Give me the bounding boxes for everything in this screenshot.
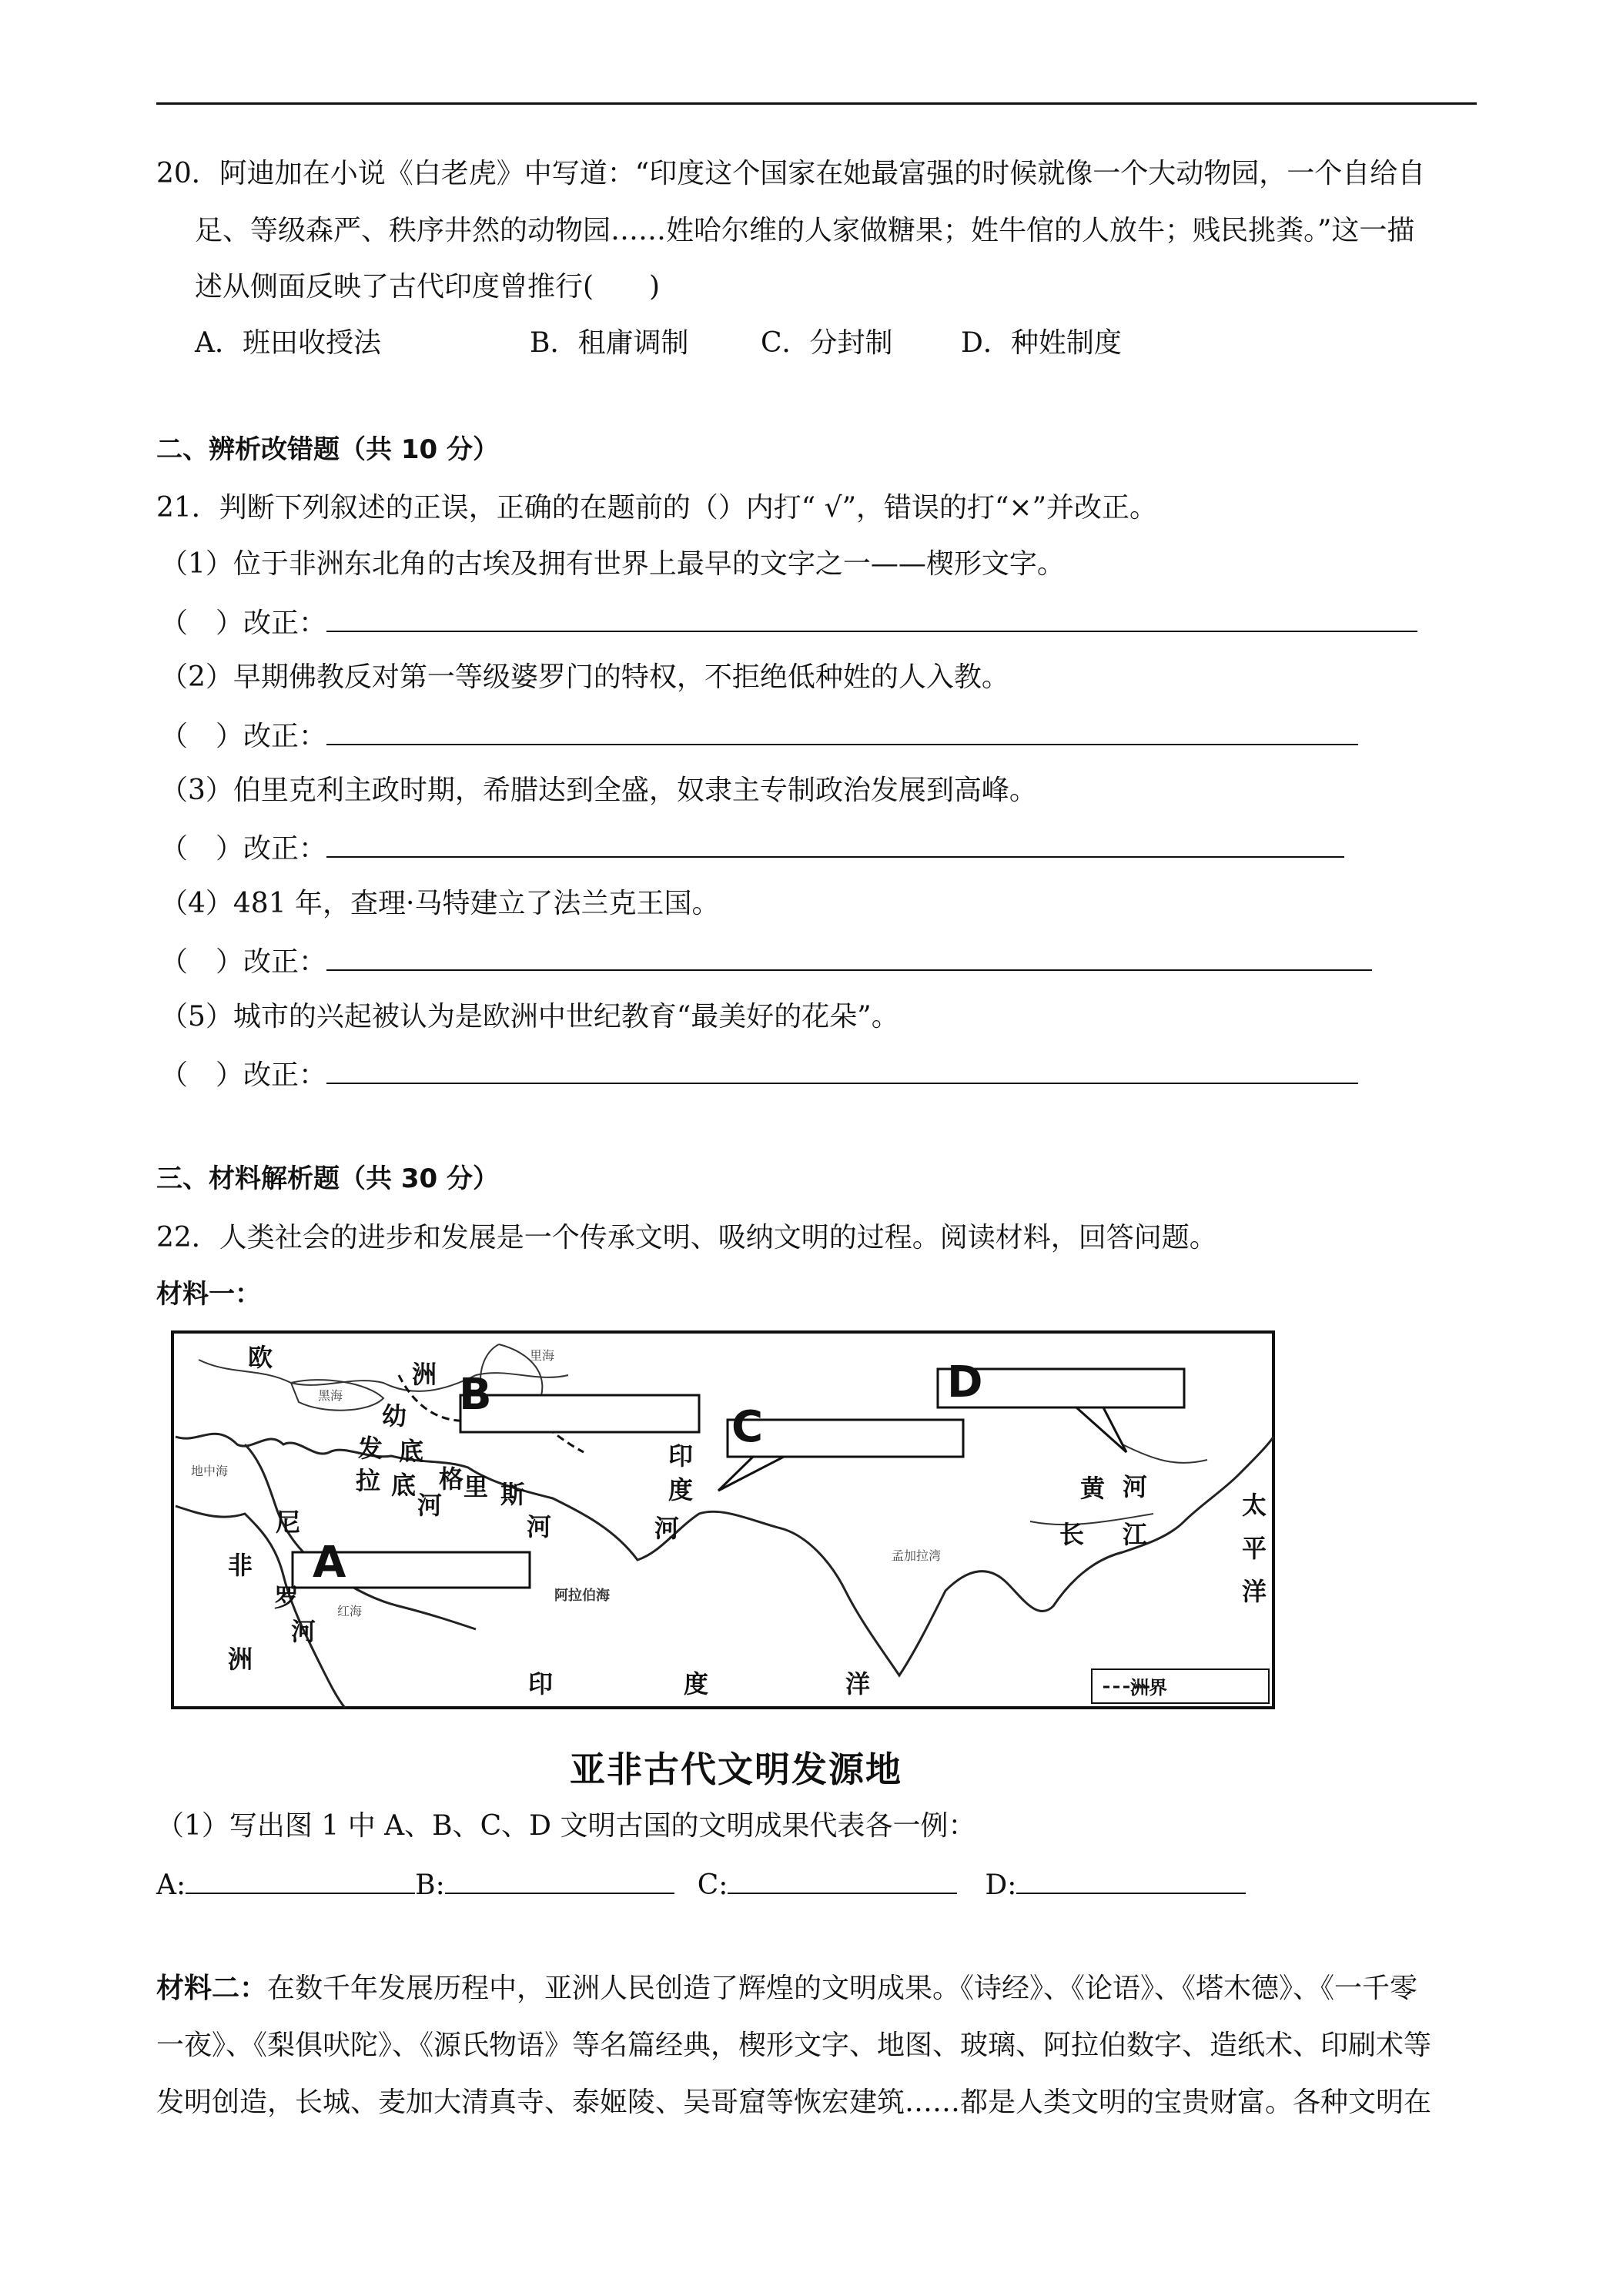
map-label-ping: 平 (1242, 1534, 1267, 1563)
q21-item-2: （2）早期佛教反对第一等级婆罗门的特权，不拒绝低种姓的人入教。 (160, 661, 1009, 693)
header-rule (156, 102, 1477, 105)
map-label-bay-of-bengal: 孟加拉湾 (892, 1548, 942, 1563)
correction-prefix: （ ）改正： (160, 1059, 327, 1091)
map-label-zhou1: 洲 (412, 1360, 437, 1389)
map-caption: 亚非古代文明发源地 (570, 1749, 902, 1790)
map-label-di2: 底 (391, 1471, 417, 1500)
map-label-chang: 长 (1059, 1520, 1085, 1549)
q21-correction-4 (160, 946, 1372, 976)
map-label-black-sea: 黑海 (318, 1388, 343, 1403)
map-label-di1: 底 (399, 1437, 424, 1466)
answer-blank-d[interactable] (1016, 1869, 1246, 1894)
label-box-b (460, 1395, 699, 1432)
answer-blank-4[interactable] (326, 946, 1372, 971)
map-label-fa: 发 (358, 1434, 383, 1463)
map-label-yin1: 印 (668, 1441, 694, 1471)
q20-option-d: D．种姓制度 (961, 327, 1122, 359)
answer-blank-1[interactable] (326, 607, 1417, 632)
map-label-du1: 度 (668, 1475, 694, 1504)
q21-correction-2 (160, 721, 1358, 751)
q20-line-2: 足、等级森严、秩序井然的动物园……姓哈尔维的人家做糖果；姓牛倌的人放牛；贱民挑粪。”这一描 (195, 215, 1415, 246)
map-label-ou: 欧 (248, 1343, 273, 1372)
map-label-huang: 黄 (1080, 1474, 1106, 1503)
legend-label: 洲界 (1130, 1677, 1167, 1699)
correction-prefix: （ ）改正： (160, 607, 327, 639)
map-figure (168, 1329, 1280, 1714)
q22-sub1: （1）写出图 1 中 A、B、C、D 文明古国的文明成果代表各一例： (156, 1810, 976, 1842)
map-label-he1: 河 (417, 1491, 443, 1520)
q20-line-1: 20．阿迪加在小说《白老虎》中写道：“印度这个国家在她最富强的时候就像一个大动物园，一个自给自 (156, 158, 1426, 189)
correction-prefix: （ ）改正： (160, 946, 327, 978)
map-label-yang2: 洋 (845, 1669, 871, 1699)
answer-blank-2[interactable] (326, 721, 1358, 745)
answer-blank-a[interactable] (186, 1869, 415, 1894)
material2-line-3: 发明创造，长城、麦加大清真寺、泰姬陵、吴哥窟等恢宏建筑……都是人类文明的宝贵财富。各种文明在 (156, 2087, 1432, 2118)
answer-label-a: A: (156, 1869, 186, 1901)
answer-label-c: C: (697, 1869, 728, 1901)
answer-blank-b[interactable] (445, 1869, 674, 1894)
map-label-he3: 河 (291, 1617, 316, 1646)
q21-intro: 21．判断下列叙述的正误，正确的在题前的（）内打“ √”，错误的打“×”并改正。 (156, 492, 1157, 524)
q21-correction-3 (160, 833, 1344, 863)
correction-prefix: （ ）改正： (160, 721, 327, 752)
q20-option-b: B．租庸调制 (530, 327, 689, 359)
map-label-ni: 尼 (276, 1508, 301, 1537)
map-label-you: 幼 (382, 1401, 407, 1431)
section2-heading: 二、辨析改错题（共 10 分） (156, 434, 499, 465)
box-label-d: D (947, 1357, 983, 1407)
answer-blank-c[interactable] (728, 1869, 957, 1894)
map-label-la: 拉 (356, 1466, 381, 1495)
map-label-yin2: 印 (528, 1669, 554, 1699)
box-label-a: A (313, 1538, 346, 1588)
answer-blank-3[interactable] (326, 833, 1344, 858)
box-label-b: B (459, 1370, 492, 1420)
correction-prefix: （ ）改正： (160, 833, 327, 865)
material2-text-1: 在数千年发展历程中，亚洲人民创造了辉煌的文明成果。《诗经》、《论语》、《塔木德》、《一千零 (267, 1973, 1418, 2004)
map-label-he2: 河 (527, 1512, 552, 1541)
q21-item-4: （4）481 年，查理·马特建立了法兰克王国。 (160, 888, 720, 919)
map-label-li: 里 (463, 1472, 489, 1501)
material2-line-2: 一夜》、《梨俱吠陀》、《源氏物语》等名篇经典，楔形文字、地图、玻璃、阿拉伯数字、造纸术、印刷术等 (156, 2030, 1432, 2061)
q21-correction-5 (160, 1059, 1358, 1089)
q20-option-a: A．班田收授法 (195, 327, 381, 359)
box-label-c: C (731, 1402, 764, 1452)
material2-line-1 (156, 1975, 1417, 2003)
map-label-jiang: 江 (1123, 1520, 1148, 1549)
map-label-fei: 非 (228, 1551, 253, 1580)
map-label-tai: 太 (1242, 1491, 1267, 1520)
q21-item-3: （3）伯里克利主政时期，希腊达到全盛，奴隶主专制政治发展到高峰。 (160, 775, 1037, 806)
map-label-ge: 格 (439, 1464, 464, 1494)
q20-option-c: C．分封制 (761, 327, 893, 359)
map-label-red-sea: 红海 (337, 1604, 363, 1618)
answer-label-b: B: (415, 1869, 445, 1901)
material1-label: 材料一： (156, 1279, 261, 1310)
map-label-yang1: 洋 (1242, 1577, 1267, 1606)
map-label-du2: 度 (684, 1669, 709, 1699)
q20-line-3: 述从侧面反映了古代印度曾推行( ) (195, 271, 661, 303)
q21-item-5: （5）城市的兴起被认为是欧洲中世纪教育“最美好的花朵”。 (160, 1001, 899, 1033)
map-label-arabian-sea: 阿拉伯海 (554, 1588, 610, 1604)
map-label-he5: 河 (1123, 1472, 1148, 1501)
map-label-zhou2: 洲 (228, 1645, 253, 1674)
q22-intro: 22．人类社会的进步和发展是一个传承文明、吸纳文明的过程。阅读材料，回答问题。 (156, 1222, 1217, 1253)
answer-label-d: D: (985, 1869, 1017, 1901)
material2-label: 材料二： (156, 1973, 268, 2004)
map-label-he4: 河 (654, 1514, 680, 1543)
map-label-luo: 罗 (274, 1583, 300, 1612)
civilization-map (168, 1329, 1280, 1714)
map-label-mediterranean: 地中海 (191, 1464, 229, 1478)
map-label-si: 斯 (500, 1480, 526, 1509)
q22-answer-row (156, 1869, 1246, 1899)
section3-heading: 三、材料解析题（共 30 分） (156, 1163, 499, 1194)
map-label-caspian: 里海 (530, 1348, 555, 1363)
answer-blank-5[interactable] (326, 1059, 1358, 1084)
q21-correction-1 (160, 607, 1417, 638)
q21-item-1: （1）位于非洲东北角的古埃及拥有世界上最早的文字之一——楔形文字。 (160, 548, 1065, 580)
